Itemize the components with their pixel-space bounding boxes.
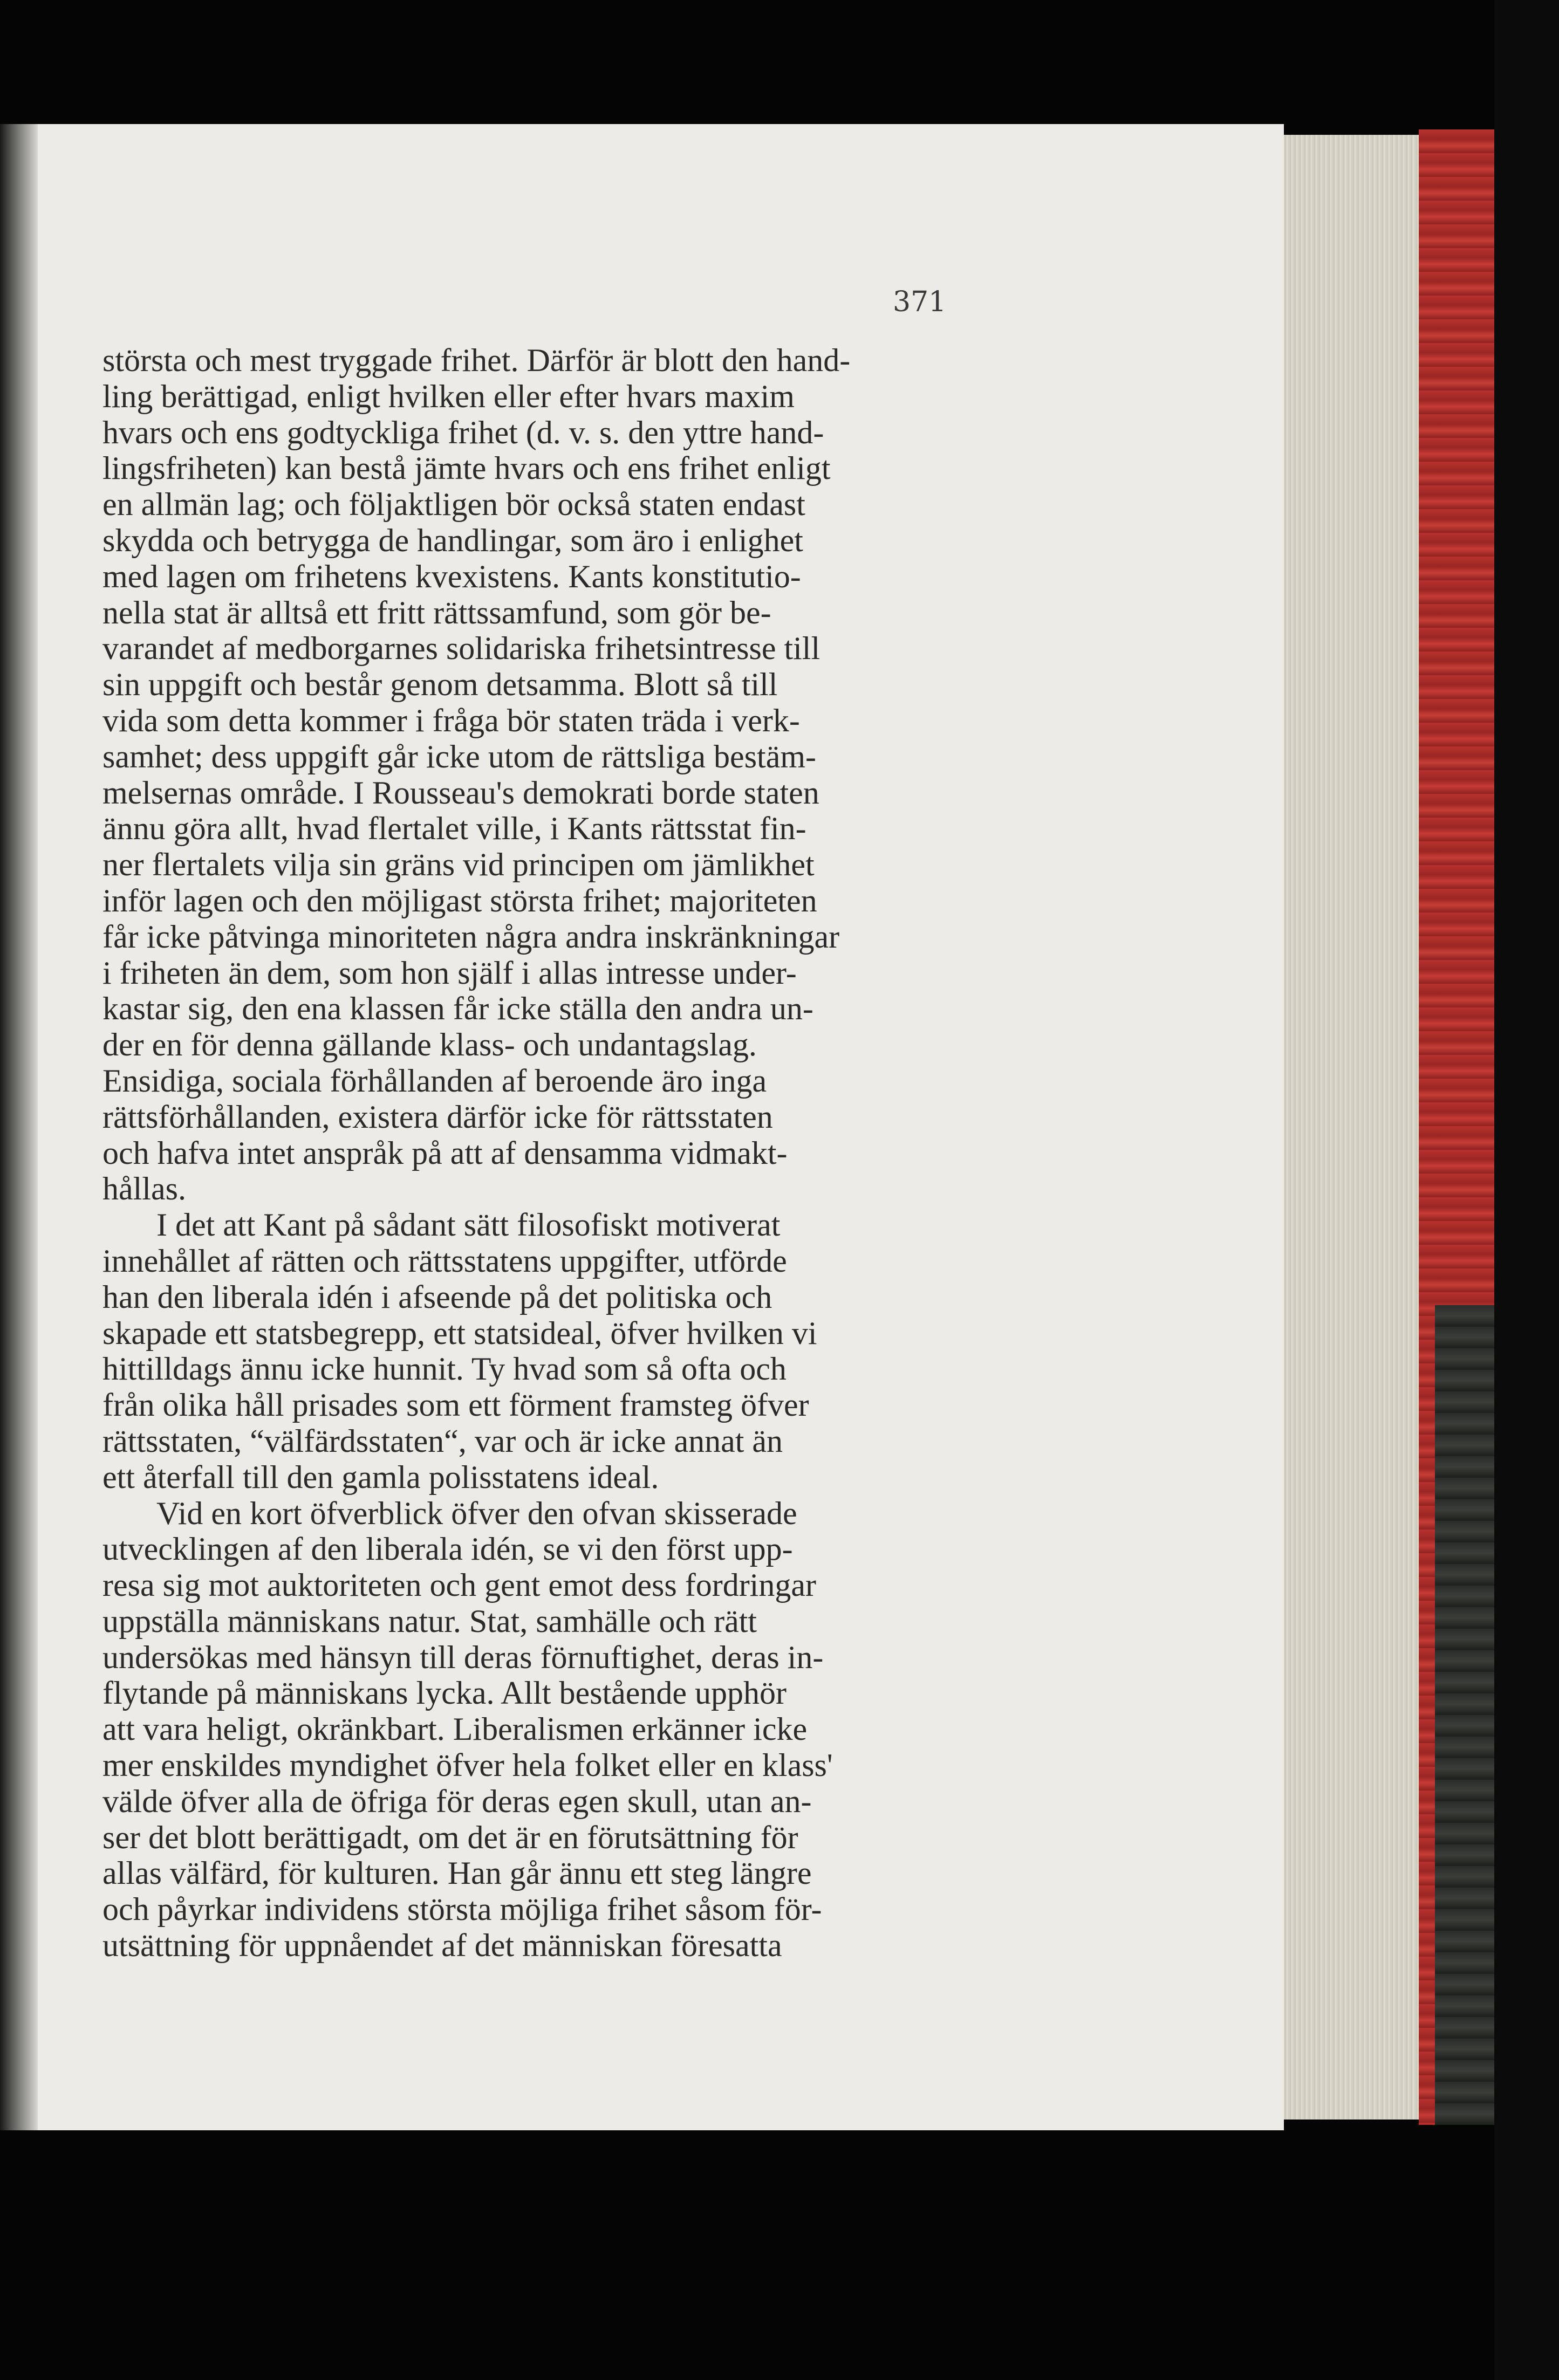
text-line: flytande på människans lycka. Allt bestående upphör <box>102 1675 787 1711</box>
text-line: välde öfver alla de öfriga för deras egen skull, utan an- <box>102 1783 812 1819</box>
text-line: allas välfärd, för kulturen. Han går ännu ett steg längre <box>102 1855 812 1891</box>
text-line: ner flertalets vilja sin gräns vid principen om jämlikhet <box>102 847 815 883</box>
text-line: största och mest tryggade frihet. Därför är blott den hand- <box>102 342 851 378</box>
text-line: innehållet af rätten och rättsstatens uppgifter, utförde <box>102 1243 787 1279</box>
text-line: rättsstaten, “välfärdsstaten“, var och är icke annat än <box>102 1423 783 1459</box>
text-line: hvars och ens godtyckliga frihet (d. v. s. den yttre hand- <box>102 414 824 450</box>
text-line: varandet af medborgarnes solidariska frihetsintresse till <box>102 630 820 667</box>
text-line: ännu göra allt, hvad flertalet ville, i Kants rättsstat fin- <box>102 811 806 847</box>
text-line: ett återfall till den gamla polisstatens ideal. <box>102 1459 659 1495</box>
text-line: i friheten än dem, som hon själf i allas intresse under- <box>102 955 797 991</box>
text-line: en allmän lag; och följaktligen bör också staten endast <box>102 486 805 523</box>
text-line: utvecklingen af den liberala idén, se vi den först upp- <box>102 1531 793 1567</box>
text-line: hållas. <box>102 1171 186 1207</box>
text-line: uppställa människans natur. Stat, samhälle och rätt <box>102 1603 757 1639</box>
text-line: undersökas med hänsyn till deras förnuftighet, deras in- <box>102 1639 824 1675</box>
text-line: med lagen om frihetens kvexistens. Kants konstitutio- <box>102 558 801 594</box>
text-line: och hafva intet anspråk på att af densamma vidmakt- <box>102 1135 788 1171</box>
text-line: vida som detta kommer i fråga bör staten träda i verk- <box>102 702 800 738</box>
text-line: skydda och betrygga de handlingar, som äro i enlighet <box>102 522 803 558</box>
text-line: rättsförhållanden, existera därför icke för rättsstaten <box>102 1099 773 1135</box>
text-line: och påyrkar individens största möjliga frihet såsom för- <box>102 1891 822 1928</box>
text-line: I det att Kant på sådant sätt filosofiskt motiverat <box>156 1207 781 1243</box>
text-line: resa sig mot auktoriteten och gent emot dess fordringar <box>102 1567 816 1603</box>
text-line: lingsfriheten) kan bestå jämte hvars och ens frihet enligt <box>102 450 831 486</box>
text-line: utsättning för uppnåendet af det människan föresatta <box>102 1928 782 1964</box>
text-line: hittilldags ännu icke hunnit. Ty hvad som så ofta och <box>102 1351 787 1387</box>
text-line: samhet; dess uppgift går icke utom de rättsliga bestäm- <box>102 738 816 774</box>
text-line: han den liberala idén i afseende på det politiska och <box>102 1279 772 1315</box>
page-edges <box>1284 135 1419 2120</box>
text-line: Vid en kort öfverblick öfver den ofvan skisserade <box>156 1495 797 1531</box>
text-line: att vara heligt, okränkbart. Liberalismen erkänner icke <box>102 1711 808 1747</box>
text-line: kastar sig, den ena klassen får icke ställa den andra un- <box>102 991 813 1027</box>
text-line: får icke påtvinga minoriteten några andra inskränkningar <box>102 918 840 955</box>
page-gutter-shadow <box>0 124 38 2130</box>
text-line: ser det blott berättigadt, om det är en förutsättning för <box>102 1819 798 1855</box>
text-line: mer enskildes myndighet öfver hela folket eller en klass' <box>102 1747 833 1784</box>
page-number: 371 <box>893 286 947 318</box>
text-line: melsernas område. I Rousseau's demokrati borde staten <box>102 774 819 811</box>
text-line: sin uppgift och består genom detsamma. Blott så till <box>102 667 778 703</box>
text-line: skapade ett statsbegrepp, ett statsideal, öfver hvilken vi <box>102 1315 817 1351</box>
text-line: Ensidiga, sociala förhållanden af beroende äro inga <box>102 1062 767 1099</box>
body-text <box>102 342 1030 1964</box>
background-right <box>1494 0 1559 2380</box>
text-line: nella stat är alltså ett fritt rättssamfund, som gör be- <box>102 594 771 630</box>
text-line: inför lagen och den möjligast största frihet; majoriteten <box>102 882 817 918</box>
text-line: från olika håll prisades som ett förment framsteg öfver <box>102 1387 809 1423</box>
text-line: ling berättigad, enligt hvilken eller efter hvars maxim <box>102 378 795 414</box>
text-line: der en för denna gällande klass- och undantagslag. <box>102 1027 757 1063</box>
